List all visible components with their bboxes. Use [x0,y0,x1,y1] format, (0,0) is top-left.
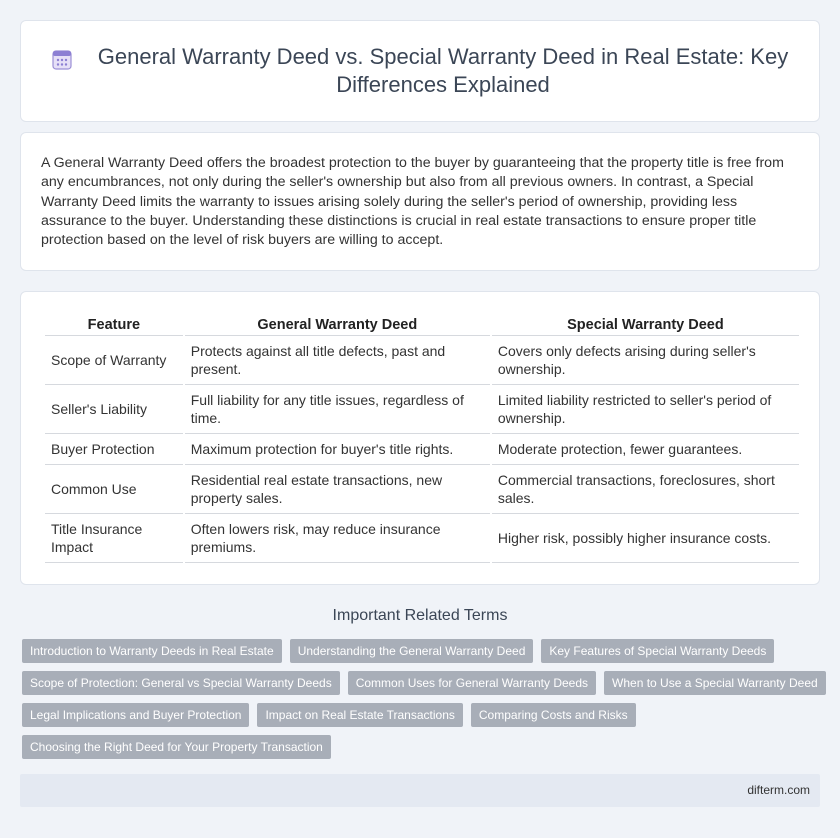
header-general: General Warranty Deed [185,314,490,336]
general-cell: Full liability for any title issues, regardless of time. [185,385,490,434]
special-cell: Moderate protection, fewer guarantees. [492,434,799,465]
header-special: Special Warranty Deed [492,314,799,336]
general-cell: Protects against all title defects, past and present. [185,336,490,385]
feature-cell: Seller's Liability [45,385,183,434]
special-cell: Commercial transactions, foreclosures, short sales. [492,465,799,514]
document-icon [51,49,73,71]
general-cell: Often lowers risk, may reduce insurance premiums. [185,514,490,563]
tag-row [22,703,822,727]
special-cell: Higher risk, possibly higher insurance costs. [492,514,799,563]
general-cell: Residential real estate transactions, new property sales. [185,465,490,514]
related-term-tag[interactable]: Scope of Protection: General vs Special Warranty Deeds [22,671,340,695]
tag-row [22,671,822,695]
table-row [45,465,799,514]
table-header-row [45,314,799,336]
page-title: General Warranty Deed vs. Special Warranty Deed in Real Estate: Key Differences Explained [97,44,789,97]
table-row [45,385,799,434]
special-cell: Limited liability restricted to seller's period of ownership. [492,385,799,434]
related-terms-list [22,639,822,767]
related-terms-title: Important Related Terms [332,607,508,624]
intro-card [20,132,820,271]
intro-paragraph: A General Warranty Deed offers the broadest protection to the buyer by guaranteeing that the property title is free from any encumbrances, not only during the seller's ownership but also from all previous owners. In contrast, a Special Warranty Deed limits the warranty to issues arising solely during the seller's period of ownership, providing less assurance to the buyer. Understanding these distinctions is crucial in real estate transactions to ensure proper title protection based on the level of risk buyers are willing to accept. [41,155,784,249]
feature-cell: Title Insurance Impact [45,514,183,563]
comparison-table [43,314,801,563]
title-wrap [51,43,789,99]
table-row [45,336,799,385]
related-term-tag[interactable]: Comparing Costs and Risks [471,703,636,727]
tag-row [22,735,822,759]
feature-cell: Buyer Protection [45,434,183,465]
tag-row [22,639,822,663]
related-term-tag[interactable]: Common Uses for General Warranty Deeds [348,671,596,695]
table-row [45,514,799,563]
comparison-card [20,291,820,585]
feature-cell: Common Use [45,465,183,514]
header-feature: Feature [45,314,183,336]
related-term-tag[interactable]: Key Features of Special Warranty Deeds [541,639,774,663]
related-term-tag[interactable]: Impact on Real Estate Transactions [257,703,462,727]
related-term-tag[interactable]: Legal Implications and Buyer Protection [22,703,249,727]
special-cell: Covers only defects arising during seller's ownership. [492,336,799,385]
general-cell: Maximum protection for buyer's title rights. [185,434,490,465]
title-card [20,20,820,122]
related-term-tag[interactable]: Introduction to Warranty Deeds in Real Estate [22,639,282,663]
feature-cell: Scope of Warranty [45,336,183,385]
related-term-tag[interactable]: Choosing the Right Deed for Your Property Transaction [22,735,331,759]
footer-site-link[interactable]: difterm.com [747,783,810,797]
table-row [45,434,799,465]
footer [20,774,820,807]
related-term-tag[interactable]: Understanding the General Warranty Deed [290,639,534,663]
related-term-tag[interactable]: When to Use a Special Warranty Deed [604,671,826,695]
